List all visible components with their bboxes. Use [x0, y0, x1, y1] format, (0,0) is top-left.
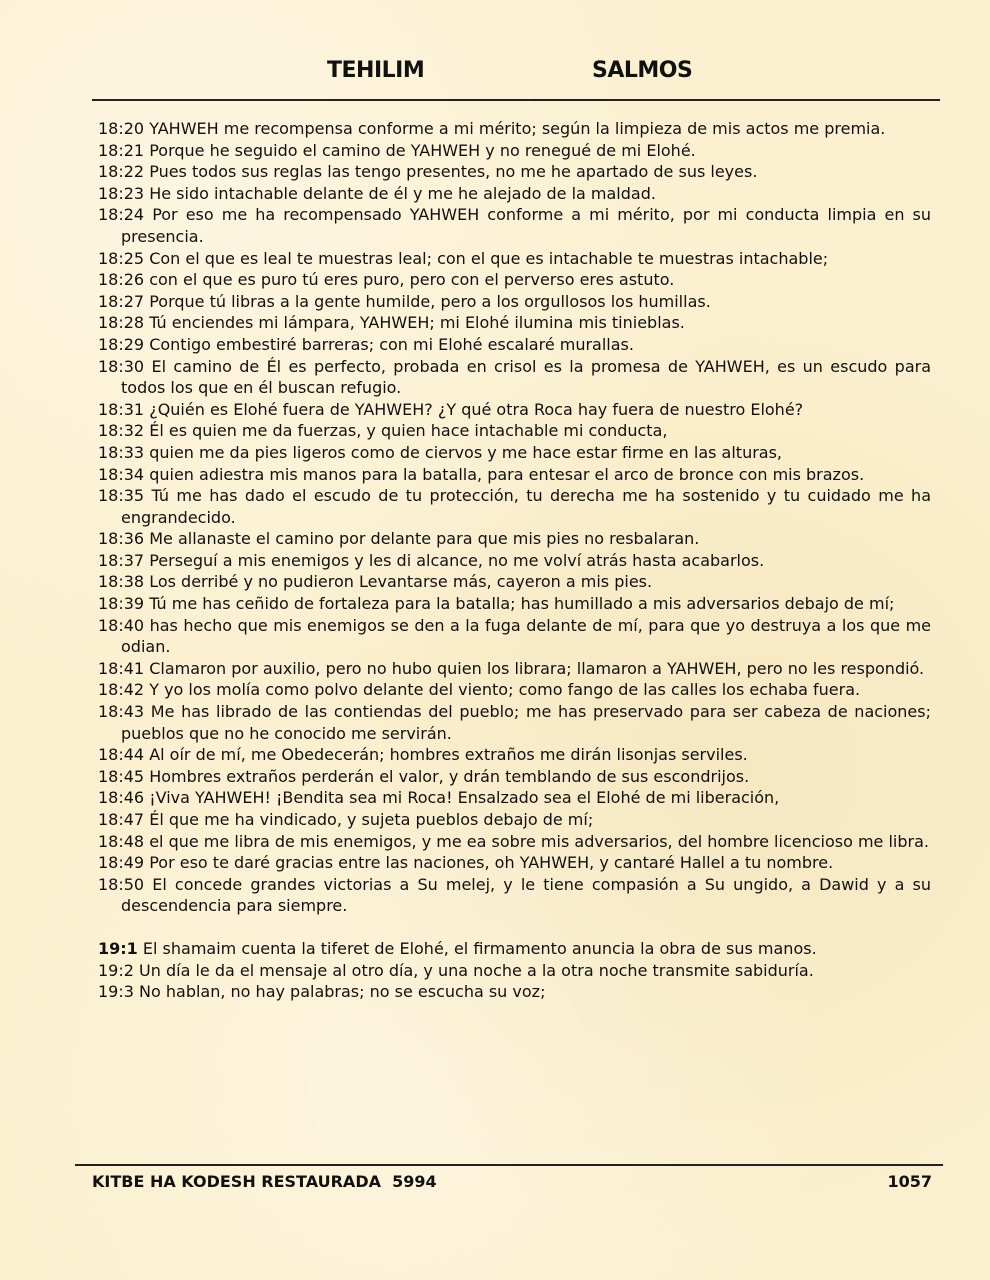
- verse-text: Porque he seguido el camino de YAHWEH y no renegué de mi Elohé.: [149, 140, 696, 160]
- header-title-hebrew: TEHILIM: [327, 58, 425, 83]
- verse: [98, 658, 931, 680]
- verse-ref: 18:35: [98, 486, 145, 506]
- verse-text: has hecho que mis enemigos se den a la fuga delante de mí, para que yo destruya a los que me odian.: [121, 615, 931, 657]
- verse-text: Por eso me ha recompensado YAHWEH conforme a mi mérito, por mi conducta limpia en su presencia.: [121, 205, 932, 246]
- verse: [98, 312, 931, 334]
- verse: [98, 118, 931, 140]
- verse-ref: 18:23: [98, 183, 145, 203]
- verse-text: quien adiestra mis manos para la batalla, para entesar el arco de bronce con mis brazos.: [149, 464, 865, 484]
- verse-text: con el que es puro tú eres puro, pero con el perverso eres astuto.: [149, 270, 675, 290]
- verse-text: Tú enciendes mi lámpara, YAHWEH; mi Elohé ilumina mis tinieblas.: [149, 313, 685, 333]
- verse: [98, 981, 931, 1003]
- verse-ref: 18:24: [98, 205, 145, 225]
- verse-text: Perseguí a mis enemigos y les di alcance, no me volví atrás hasta acabarlos.: [149, 550, 765, 570]
- verse-text: Me allanaste el camino por delante para que mis pies no resbalaran.: [149, 529, 700, 549]
- verse-text: Pues todos sus reglas las tengo presentes, no me he apartado de sus leyes.: [149, 162, 758, 182]
- verse: [98, 334, 931, 356]
- verse-ref: 18:33: [98, 442, 145, 462]
- verse-text: el que me libra de mis enemigos, y me ea sobre mis adversarios, del hombre licencioso me libra.: [149, 831, 929, 851]
- verse-text: Un día le da el mensaje al otro día, y una noche a la otra noche transmite sabiduría.: [139, 960, 814, 980]
- scripture-text: [98, 118, 931, 1003]
- verse-text: ¿Quién es Elohé fuera de YAHWEH? ¿Y qué otra Roca hay fuera de nuestro Elohé?: [149, 399, 804, 419]
- verse-ref: 19:3: [98, 982, 134, 1002]
- verse: [98, 161, 931, 183]
- verse: [98, 852, 931, 874]
- verse: [98, 938, 931, 960]
- verse: [98, 960, 931, 982]
- verse-text: El concede grandes victorias a Su melej, y le tiene compasión a Su ungido, a Dawid y a su descendencia para siempre.: [121, 874, 931, 916]
- verse-text: He sido intachable delante de él y me he alejado de la maldad.: [149, 183, 656, 203]
- verse-ref: 18:29: [98, 334, 145, 354]
- verse-ref: 18:27: [98, 291, 145, 311]
- verse-ref: 18:42: [98, 680, 145, 700]
- verse: [98, 420, 931, 442]
- verse-text: Hombres extraños perderán el valor, y drán temblando de sus escondrijos.: [149, 766, 750, 786]
- verse-ref: 18:37: [98, 550, 145, 570]
- verse: [98, 269, 931, 291]
- verse-text: Tú me has dado el escudo de tu protección, tu derecha me ha sostenido y tu cuidado me ha engrandecido.: [121, 486, 931, 527]
- verse-ref: 19:1: [98, 938, 138, 958]
- verse-text: Con el que es leal te muestras leal; con el que es intachable te muestras intachable;: [149, 248, 829, 268]
- verse-text: Él es quien me da fuerzas, y quien hace intachable mi conducta,: [149, 421, 668, 441]
- verse: [98, 399, 931, 421]
- book-title: KITBE HA KODESH RESTAURADA 5994: [92, 1172, 437, 1191]
- verse-ref: 19:2: [98, 960, 134, 980]
- verse-ref: 18:46: [98, 788, 145, 808]
- verse: [98, 679, 931, 701]
- verse-text: Tú me has ceñido de fortaleza para la batalla; has humillado a mis adversarios debajo de mí;: [149, 594, 895, 614]
- verse: [98, 356, 931, 399]
- verse-ref: 18:31: [98, 399, 145, 419]
- verse-text: Él que me ha vindicado, y sujeta pueblos debajo de mí;: [149, 810, 594, 829]
- verse: [98, 787, 931, 809]
- verse-text: No hablan, no hay palabras; no se escucha su voz;: [139, 982, 546, 1002]
- verse: [98, 766, 931, 788]
- verse: [98, 593, 931, 615]
- verse-ref: 18:21: [98, 140, 145, 160]
- verse: [98, 550, 931, 572]
- verse-text: Al oír de mí, me Obedecerán; hombres extraños me dirán lisonjas serviles.: [149, 745, 748, 765]
- page-header: [0, 58, 990, 90]
- verse: [98, 831, 931, 853]
- header-title-spanish: SALMOS: [592, 58, 693, 83]
- verse: [98, 528, 931, 550]
- verse-ref: 18:30: [98, 356, 145, 376]
- verse: [98, 248, 931, 270]
- chapter-19-verses: [98, 938, 931, 1003]
- verse-text: El shamaim cuenta la tiferet de Elohé, el firmamento anuncia la obra de sus manos.: [142, 938, 817, 958]
- verse: [98, 571, 931, 593]
- verse-text: Me has librado de las contiendas del pueblo; me has preservado para ser cabeza de naciones; pueblos que no he conocido me servirán.: [121, 702, 931, 743]
- verse: [98, 464, 931, 486]
- verse-ref: 18:25: [98, 248, 145, 268]
- verse: [98, 485, 931, 528]
- verse-ref: 18:26: [98, 270, 145, 290]
- verse: [98, 701, 931, 744]
- chapter-18-verses: [98, 118, 931, 917]
- verse: [98, 744, 931, 766]
- header-rule: [92, 99, 940, 101]
- verse-ref: 18:39: [98, 594, 145, 614]
- verse: [98, 140, 931, 162]
- verse-ref: 18:38: [98, 572, 145, 592]
- verse-ref: 18:41: [98, 658, 145, 678]
- verse-ref: 18:50: [98, 874, 145, 894]
- verse: [98, 615, 931, 658]
- verse-text: quien me da pies ligeros como de ciervos y me hace estar firme en las alturas,: [149, 442, 783, 462]
- page-footer: [0, 1172, 990, 1196]
- verse: [98, 291, 931, 313]
- verse-text: Clamaron por auxilio, pero no hubo quien los librara; llamaron a YAHWEH, pero no les respondió.: [149, 658, 925, 678]
- verse: [98, 204, 931, 247]
- verse-ref: 18:45: [98, 766, 145, 786]
- verse: [98, 442, 931, 464]
- verse-ref: 18:43: [98, 702, 145, 722]
- verse-ref: 18:20: [98, 119, 145, 138]
- verse-text: Los derribé y no pudieron Levantarse más, cayeron a mis pies.: [149, 572, 653, 592]
- verse: [98, 874, 931, 917]
- verse: [98, 183, 931, 205]
- verse-text: Porque tú libras a la gente humilde, pero a los orgullosos los humillas.: [149, 291, 711, 311]
- verse-ref: 18:47: [98, 810, 145, 829]
- verse-ref: 18:44: [98, 745, 145, 765]
- verse-ref: 18:49: [98, 853, 145, 873]
- verse-text: Y yo los molía como polvo delante del viento; como fango de las calles los echaba fuera.: [149, 680, 861, 700]
- verse-text: YAHWEH me recompensa conforme a mi mérito; según la limpieza de mis actos me premia.: [149, 119, 886, 138]
- verse-ref: 18:48: [98, 831, 145, 851]
- verse-text: El camino de Él es perfecto, probada en crisol es la promesa de YAHWEH, es un escudo para todos los que en él buscan refugio.: [121, 356, 932, 398]
- verse-ref: 18:34: [98, 464, 145, 484]
- verse: [98, 809, 931, 831]
- verse-text: Por eso te daré gracias entre las naciones, oh YAHWEH, y cantaré Hallel a tu nombre.: [149, 853, 834, 873]
- page-number: 1057: [887, 1172, 932, 1191]
- verse-text: Contigo embestiré barreras; con mi Elohé escalaré murallas.: [149, 334, 634, 354]
- verse-ref: 18:32: [98, 421, 145, 441]
- verse-text: ¡Viva YAHWEH! ¡Bendita sea mi Roca! Ensalzado sea el Elohé de mi liberación,: [149, 788, 780, 808]
- verse-ref: 18:36: [98, 529, 145, 549]
- verse-ref: 18:40: [98, 615, 145, 635]
- verse-ref: 18:22: [98, 162, 145, 182]
- chapter-break: [98, 917, 931, 938]
- footer-rule: [75, 1164, 943, 1166]
- verse-ref: 18:28: [98, 313, 145, 333]
